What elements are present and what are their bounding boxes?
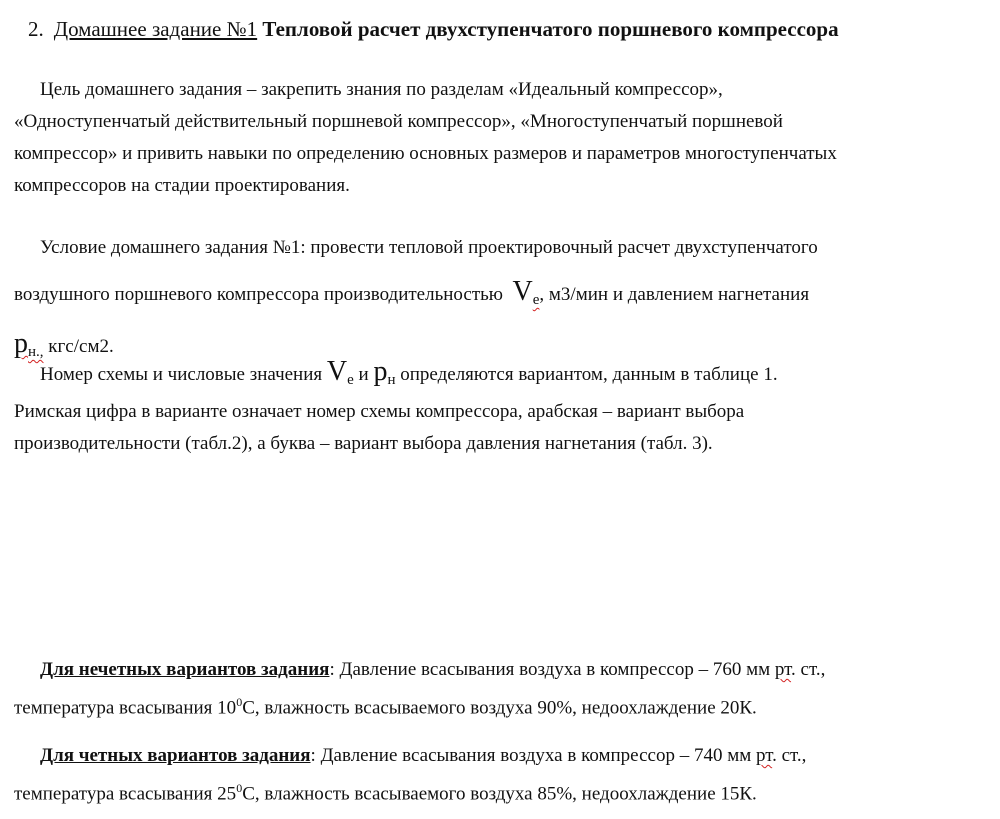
section-heading (28, 14, 839, 44)
symbol-pn: p (14, 328, 28, 359)
section-number: 2. (28, 17, 44, 41)
text-line: $p_{н.,}$ кгс/см2. (14, 328, 114, 360)
text-line: температура всасывания $25^0С$, влажность всасываемого воздуха 85%, недоохлаждение 15К. (14, 781, 757, 805)
condition-paragraph (14, 226, 974, 374)
text-line: Для четных вариантов задания: Давление всасывания воздуха в компрессор – 740 мм рт. ст., (40, 745, 807, 766)
subscript-e: е (347, 372, 354, 388)
subscript-e: е (532, 292, 540, 308)
text-line: компрессоров на стадии проектирования. (14, 175, 350, 196)
subscript-n: н (387, 372, 396, 388)
odd-variants-paragraph (14, 654, 974, 724)
text-line: компрессор» и привить навыки по определению основных размеров и параметров многоступенчатых (14, 143, 837, 164)
text-line: Номер схемы и числовые значения $V_е$ и $p_н$ определяются вариантом, данным в таблице 1. (40, 356, 778, 388)
symbol-ve: V (512, 276, 533, 307)
even-variants-paragraph (14, 740, 974, 810)
text-line: температура всасывания $10^0С$, влажность всасываемого воздуха 90%, недоохлаждение 20К. (14, 695, 757, 719)
text-line: Для нечетных вариантов задания: Давление всасывания воздуха в компрессор – 760 мм рт. ст., (40, 659, 826, 680)
variant-paragraph (14, 356, 974, 460)
text-line: воздушного поршневого компрессора производительностью $V_е$, м3/мин и давлением нагнетания (14, 276, 810, 308)
subscript-n: н., (28, 344, 44, 360)
even-variants-label: Для четных вариантов задания (40, 745, 311, 766)
text-line: Римская цифра в варианте означает номер схемы компрессора, арабская – вариант выбора (14, 401, 745, 422)
assignment-title: Тепловой расчет двухступенчатого поршневого компрессора (262, 17, 839, 41)
text-line: «Одноступенчатый действительный поршневой компрессор», «Многоступенчатый поршневой (14, 111, 783, 132)
odd-variants-label: Для нечетных вариантов задания (40, 659, 330, 680)
assignment-label: Домашнее задание №1 (53, 17, 258, 41)
text-line: Условие домашнего задания №1: провести тепловой проектировочный расчет двухступенчатого (40, 237, 818, 258)
goal-paragraph (14, 74, 974, 202)
symbol-ve: V (326, 356, 348, 387)
text-line: производительности (табл.2), а буква – вариант выбора давления нагнетания (табл. 3). (14, 433, 713, 454)
text-line: Цель домашнего задания – закрепить знания по разделам «Идеальный компрессор», (40, 79, 723, 100)
symbol-pn: p (373, 356, 388, 387)
